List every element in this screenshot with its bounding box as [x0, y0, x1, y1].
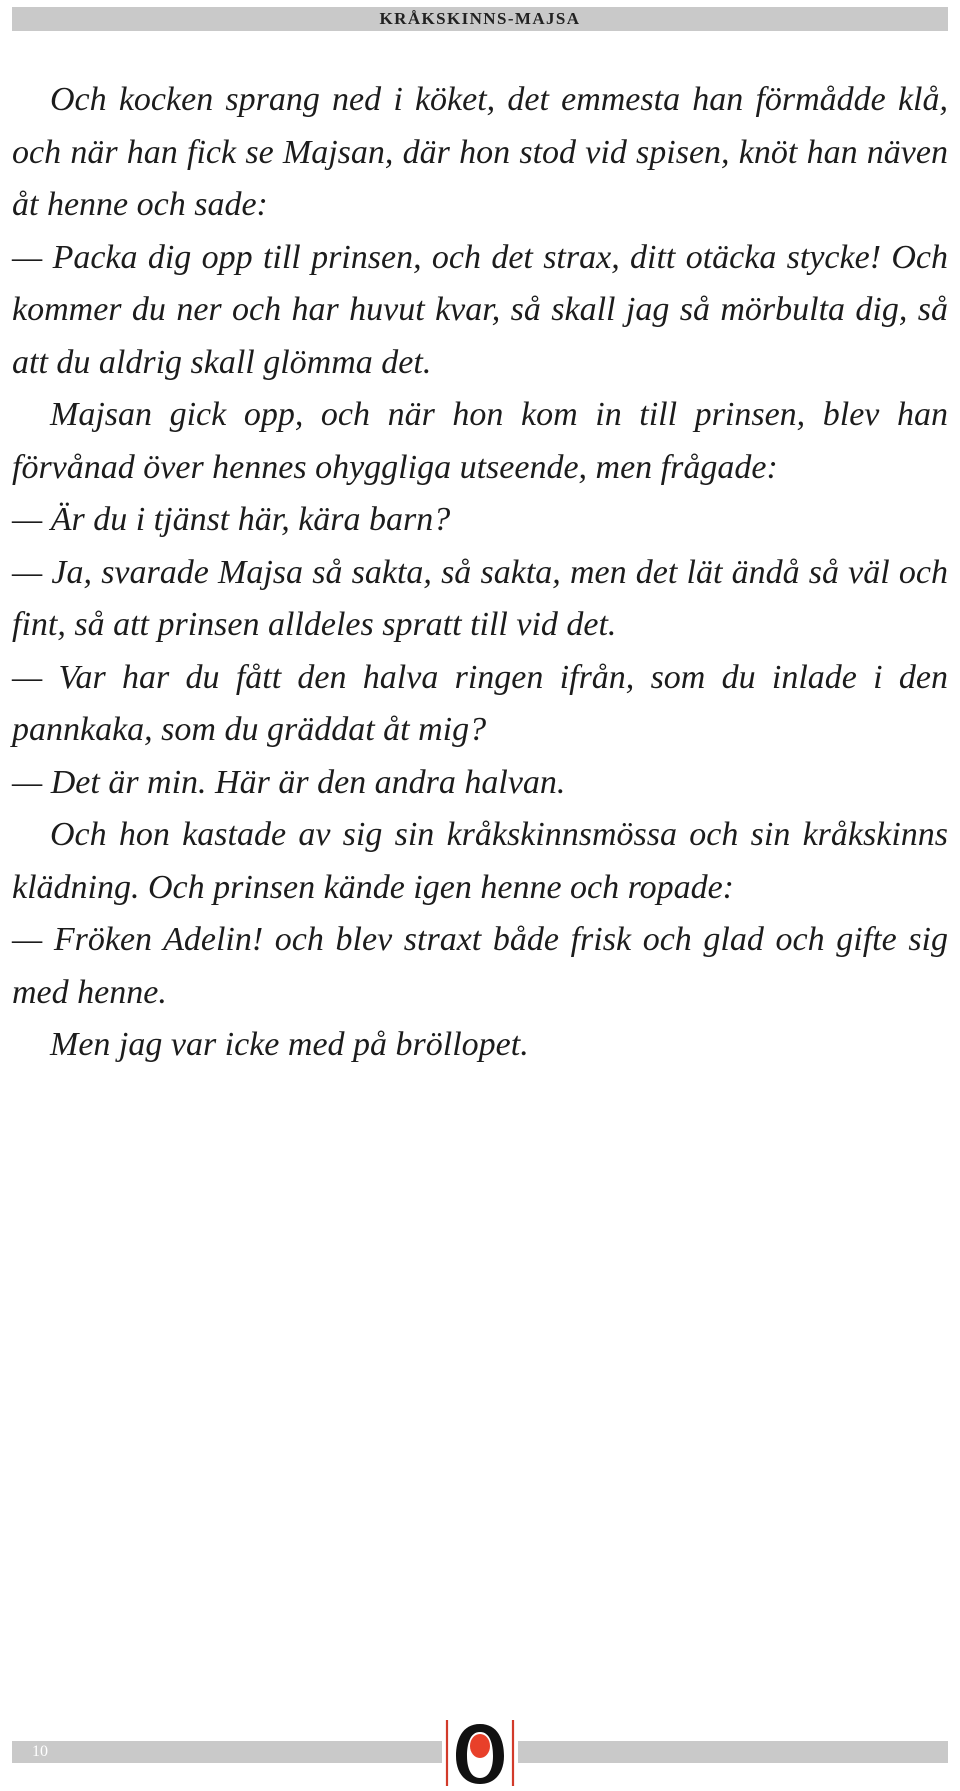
page-body-text [12, 74, 948, 1072]
paragraph: — Fröken Adelin! och blev straxt både frisk och glad och gifte sig med henne. [12, 921, 948, 1011]
running-header [12, 7, 948, 31]
paragraph: — Är du i tjänst här, kära barn? [12, 501, 451, 538]
paragraph: — Det är min. Här är den andra halvan. [12, 763, 566, 801]
footer-bar-left [12, 1741, 442, 1763]
running-header-title: KRÅKSKINNS-MAJSA [379, 9, 581, 28]
paragraph: Och kocken sprang ned i köket, det emmesta han förmådde klå, och när han fick se Majsan, där hon stod vid spisen, knöt han näven åt henne och sade: [12, 81, 948, 223]
paragraph: — Ja, svarade Majsa så sakta, så sakta, men det lät ändå så väl och fint, så att prinsen alldeles spratt till vid det. [12, 553, 948, 643]
footer-bar-right [518, 1741, 948, 1763]
paragraph: Men jag var icke med på bröllopet. [50, 1026, 529, 1063]
publisher-o-logo-icon [444, 1718, 516, 1788]
paragraph: — Packa dig opp till prinsen, och det strax, ditt otäcka stycke! Och kommer du ner och har huvut kvar, så skall jag så mörbulta dig, så att du aldrig skall glömma det. [12, 238, 948, 381]
paragraph: — Var har du fått den halva ringen ifrån, som du inlade i den pannkaka, som du gräddat åt mig? [12, 658, 948, 748]
paragraph: Och hon kastade av sig sin kråkskinnsmössa och sin kråkskinns klädning. Och prinsen kände igen henne och ropade: [12, 816, 948, 906]
paragraph: Majsan gick opp, och när hon kom in till prinsen, blev han förvånad över hennes ohyggliga utseende, men frågade: [12, 396, 948, 486]
page-number: 10 [32, 1743, 48, 1760]
